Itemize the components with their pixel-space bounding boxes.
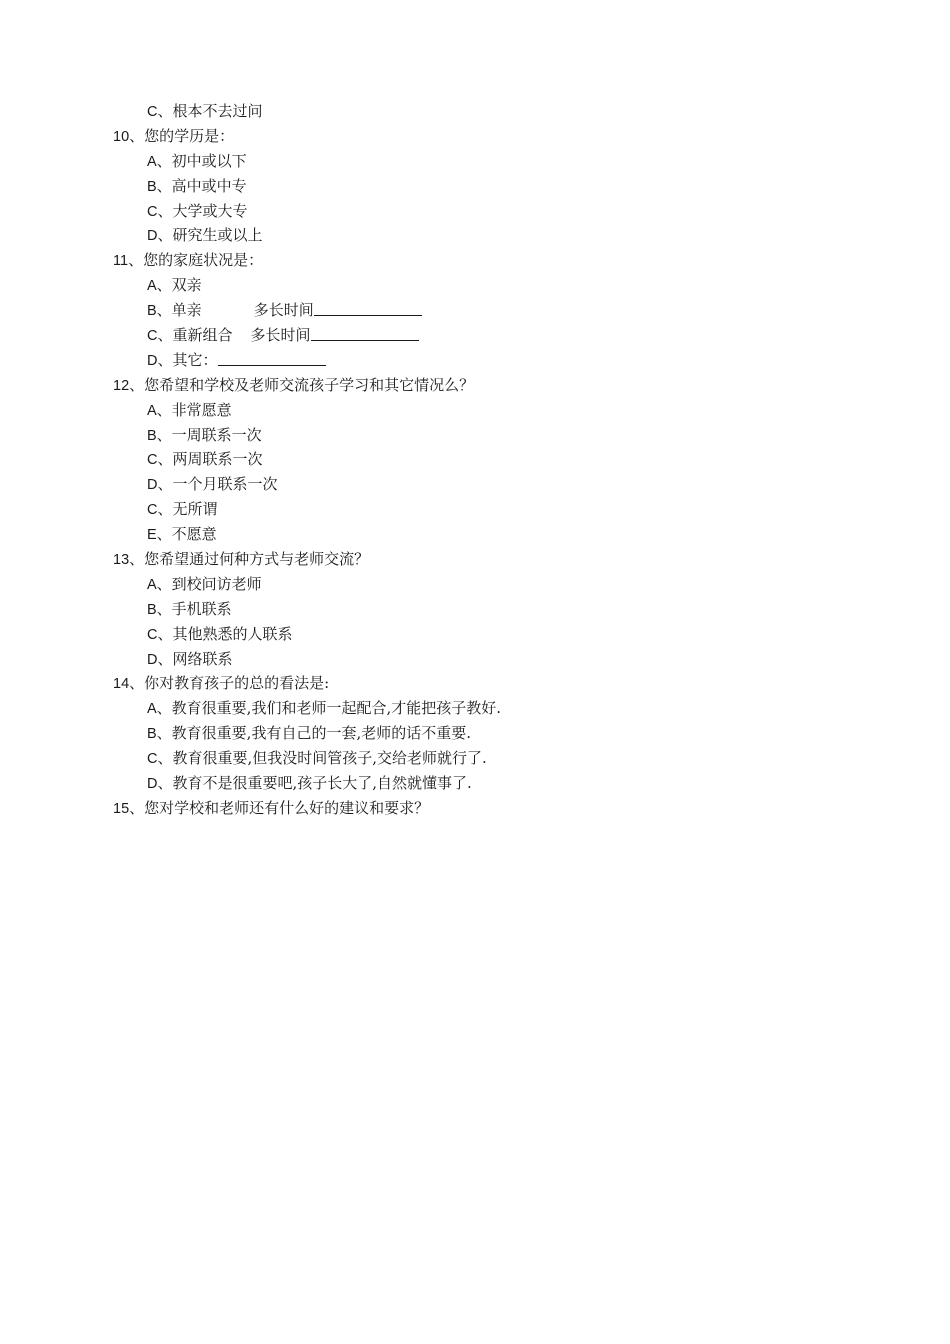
option-13a — [113, 572, 833, 597]
option-letter: C — [147, 626, 158, 643]
option-11a — [113, 273, 833, 298]
question-11 — [113, 248, 833, 273]
question-14 — [113, 671, 833, 696]
option-13d — [113, 647, 833, 672]
question-text: 、你对教育孩子的总的看法是: — [129, 674, 330, 693]
option-letter: B — [147, 303, 157, 320]
option-text: 、非常愿意 — [156, 400, 232, 419]
option-text: 、高中或中专 — [156, 176, 247, 195]
option-text: 、教育很重要,我们和老师一起配合,才能把孩子教好. — [156, 699, 501, 718]
option-12c — [113, 447, 833, 472]
option-10d — [113, 223, 833, 248]
option-10a — [113, 149, 833, 174]
option-text: 、重新组合 — [157, 326, 233, 345]
option-letter: A — [147, 153, 157, 170]
question-number: 12 — [113, 377, 130, 394]
option-letter: B — [147, 601, 157, 618]
option-14d — [113, 771, 833, 796]
option-text: 、其它： — [157, 350, 218, 369]
fill-in-blank[interactable] — [218, 350, 326, 366]
option-letter: D — [147, 651, 158, 668]
option-text: 、教育很重要,我有自己的一套,老师的话不重要. — [156, 724, 471, 743]
option-14a — [113, 696, 833, 721]
option-9c — [113, 99, 833, 124]
option-text: 、其他熟悉的人联系 — [157, 624, 293, 643]
option-letter: D — [147, 477, 158, 494]
option-letter: C — [147, 751, 158, 768]
option-letter: C — [147, 203, 158, 220]
option-text: 、不愿意 — [156, 525, 217, 544]
option-12a — [113, 398, 833, 423]
option-14c — [113, 746, 833, 771]
option-10c — [113, 199, 833, 224]
option-text: 、双亲 — [156, 276, 202, 295]
question-number: 11 — [113, 253, 129, 270]
option-letter: C — [147, 104, 158, 120]
question-number: 14 — [113, 676, 130, 693]
option-letter: C — [147, 502, 158, 519]
question-13 — [113, 547, 833, 572]
option-text: 、一个月联系一次 — [157, 475, 278, 494]
option-letter: B — [147, 178, 157, 195]
option-text: 、大学或大专 — [157, 201, 248, 220]
option-text: 、初中或以下 — [156, 151, 247, 170]
duration-label: 多长时间 — [250, 326, 311, 345]
question-text: 、您的家庭状况是： — [128, 251, 264, 270]
option-letter: E — [147, 527, 157, 544]
option-text: 、单亲 — [156, 301, 202, 320]
option-letter: B — [147, 427, 157, 444]
option-12d — [113, 472, 833, 497]
question-number: 10 — [113, 128, 130, 145]
questionnaire — [113, 99, 833, 821]
option-text: 、教育不是很重要吧,孩子长大了,自然就懂事了. — [157, 774, 472, 793]
option-letter: C — [147, 328, 158, 345]
option-text: 、无所谓 — [157, 500, 218, 519]
question-number: 15 — [113, 800, 130, 817]
duration-label: 多长时间 — [253, 301, 314, 320]
question-text: 、您的学历是： — [129, 126, 235, 145]
option-11d — [113, 348, 833, 373]
option-text: 、手机联系 — [156, 599, 232, 618]
option-letter: A — [147, 576, 157, 593]
option-letter: D — [147, 776, 158, 793]
option-letter: C — [147, 452, 158, 469]
question-number: 13 — [113, 552, 130, 569]
question-15 — [113, 796, 833, 821]
option-13b — [113, 597, 833, 622]
option-11c — [113, 323, 833, 348]
option-13c — [113, 622, 833, 647]
option-letter: A — [147, 278, 157, 295]
option-10b — [113, 174, 833, 199]
option-letter: D — [147, 228, 158, 245]
option-14b — [113, 721, 833, 746]
question-12 — [113, 373, 833, 398]
option-text: 、到校问访老师 — [156, 574, 262, 593]
option-text: 、教育很重要,但我没时间管孩子,交给老师就行了. — [157, 749, 487, 768]
option-text: 、两周联系一次 — [157, 450, 263, 469]
option-letter: A — [147, 402, 157, 419]
question-text: 、您对学校和老师还有什么好的建议和要求？ — [129, 798, 430, 817]
option-letter: A — [147, 701, 157, 718]
option-text: 、一周联系一次 — [156, 425, 262, 444]
option-text: 、网络联系 — [157, 649, 233, 668]
question-text: 、您希望和学校及老师交流孩子学习和其它情况么？ — [129, 375, 475, 394]
fill-in-blank[interactable] — [311, 325, 419, 341]
option-12b — [113, 423, 833, 448]
fill-in-blank[interactable] — [314, 300, 422, 316]
option-text: 、根本不去过问 — [157, 102, 263, 120]
option-text: 、研究生或以上 — [157, 226, 263, 245]
question-text: 、您希望通过何种方式与老师交流？ — [129, 550, 370, 569]
option-12c-2 — [113, 497, 833, 522]
option-letter: D — [147, 352, 158, 369]
option-12e — [113, 522, 833, 547]
question-10 — [113, 124, 833, 149]
option-letter: B — [147, 726, 157, 743]
option-11b — [113, 298, 833, 323]
